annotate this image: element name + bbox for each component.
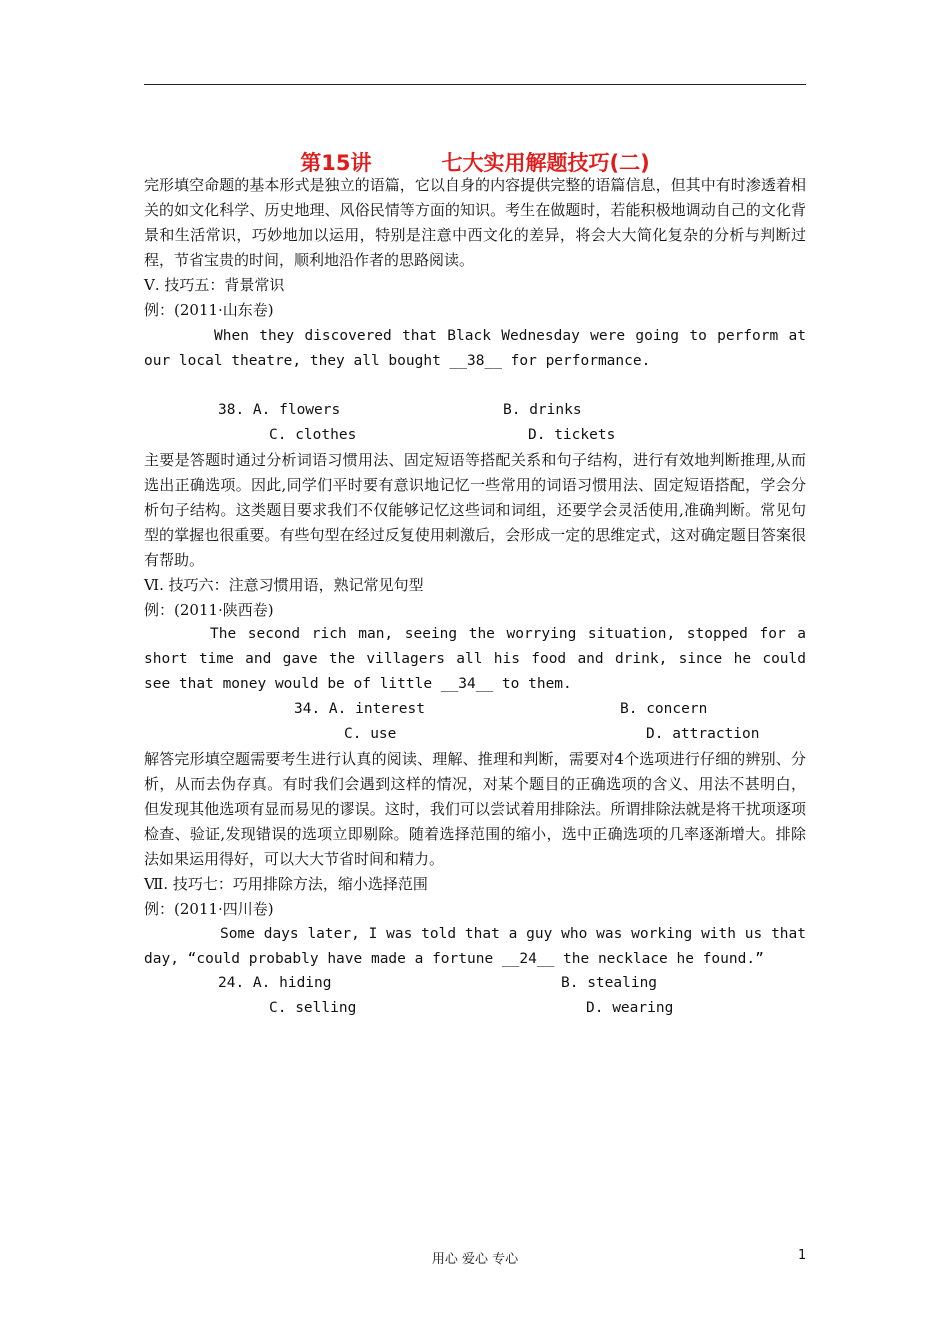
- title-topic: 七大实用解题技巧(二): [441, 151, 650, 175]
- option-24-d: D. wearing: [586, 1000, 674, 1016]
- example-label-7: 例：(2011·四川卷): [144, 900, 274, 918]
- header-rule: [144, 84, 806, 85]
- option-34-b: B. concern: [620, 701, 708, 717]
- section-heading-7: Ⅶ. 技巧七：巧用排除方法，缩小选择范围: [144, 875, 428, 893]
- option-24-a: 24. A. hiding: [218, 975, 332, 991]
- option-24-b: B. stealing: [561, 975, 658, 991]
- explanation-5: 主要是答题时通过分析词语习惯用法、固定短语等搭配关系和句子结构，进行有效地判断推理,从而选出正确选项。因此,同学们平时要有意识地记忆一些常用的词语习惯用法、固定短语搭配，学会分析句子结构。这类题目要求我们不仅能够记忆这些词和词组，还要学会灵活使用,准确判断。常见句型的掌握也很重要。有些句型在经过反复使用刺激后，会形成一定的思维定式，这对确定题目答案很有帮助。: [144, 451, 806, 569]
- example-label-5: 例：(2011·山东卷): [144, 301, 274, 319]
- footer-text: 用心 爱心 专心: [431, 1252, 519, 1267]
- option-38-a: 38. A. flowers: [218, 402, 341, 418]
- explanation-6: 解答完形填空题需要考生进行认真的阅读、理解、推理和判断，需要对4个选项进行仔细的辨别、分析，从而去伪存真。有时我们会遇到这样的情况，对某个题目的正确选项的含义、用法不甚明白， 但发现其他选项有显而易见的谬误。这时，我们可以尝试着用排除法。所谓排除法就是将干扰项逐项检查、验证,发现错误的选项立即剔除。随着选择范围的缩小，选中正确选项的几率逐渐增大。排除法如果运用得好，可以大大节省时间和精力。: [144, 750, 806, 868]
- option-24-c: C. selling: [269, 1000, 357, 1016]
- option-38-d: D. tickets: [528, 427, 616, 443]
- page-number: 1: [798, 1248, 807, 1263]
- option-34-c: C. use: [344, 726, 397, 742]
- section-heading-5: Ⅴ. 技巧五：背景常识: [144, 276, 285, 294]
- passage-7: Some days later, I was told that a guy who was working with us that day, “could probably have made a fortune __24__ the necklace he found.”: [144, 926, 806, 967]
- option-34-a: 34. A. interest: [294, 701, 425, 717]
- option-38-c: C. clothes: [269, 427, 357, 443]
- option-38-b: B. drinks: [503, 402, 582, 418]
- passage-5: When they discovered that Black Wednesday were going to perform at our local theatre, they all bought __38__ for performance.: [144, 328, 806, 369]
- passage-6: The second rich man, seeing the worrying situation, stopped for a short time and gave the villagers all his food and drink, since he could see that money would be of little __34__ to them.: [144, 626, 806, 692]
- section-heading-6: Ⅵ. 技巧六：注意习惯用语，熟记常见句型: [144, 576, 424, 594]
- intro-paragraph: 完形填空命题的基本形式是独立的语篇，它以自身的内容提供完整的语篇信息，但其中有时渗透着相关的如文化科学、历史地理、风俗民情等方面的知识。考生在做题时，若能积极地调动自己的文化背景和生活常识，巧妙地加以运用，特别是注意中西文化的差异，将会大大简化复杂的分析与判断过程，节省宝贵的时间，顺利地沿作者的思路阅读。: [144, 176, 806, 269]
- title-lecture: 第15讲: [300, 151, 372, 175]
- example-label-6: 例：(2011·陕西卷): [144, 601, 274, 619]
- option-34-d: D. attraction: [646, 726, 760, 742]
